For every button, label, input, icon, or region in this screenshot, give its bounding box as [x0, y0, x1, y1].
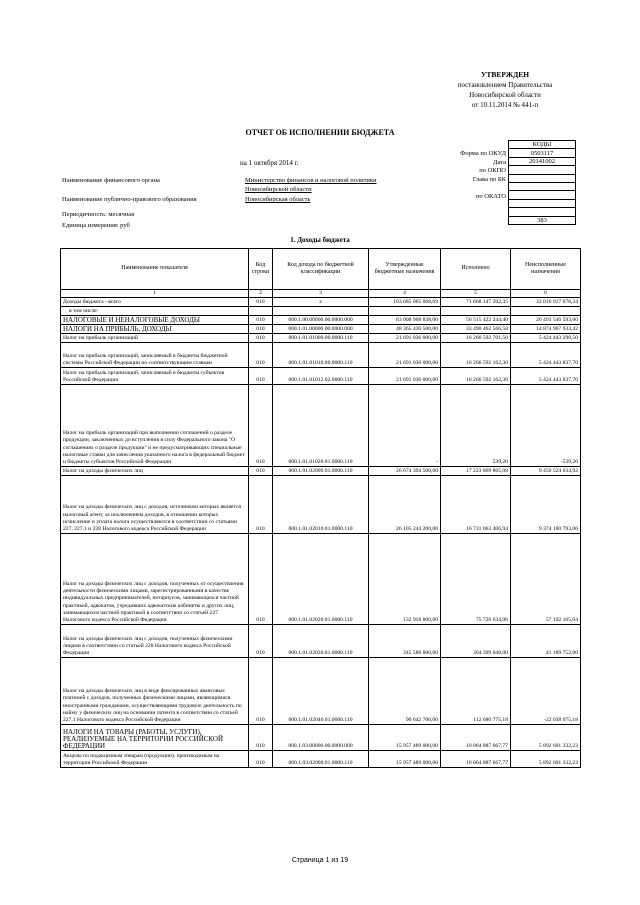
table-cell-plan: 26 105 244 200,00	[369, 476, 441, 534]
table-header-row	[61, 249, 581, 290]
table-cell-done: 16 731 063 406,94	[441, 476, 511, 534]
table-cell-done: 71 668 147 392,35	[441, 298, 511, 307]
approval-block	[430, 70, 580, 110]
table-cell-done: 16 266 592 701,50	[441, 334, 511, 343]
column-number: 3	[273, 290, 369, 298]
table-cell-name: Доходы бюджета - всего	[61, 298, 249, 307]
table-cell-rest: -539,20	[511, 385, 581, 467]
empty-code-cell	[509, 208, 576, 216]
okpo-label: по ОКПО	[479, 167, 506, 174]
page-footer: Страница 1 из 19	[291, 857, 349, 864]
column-number: 6	[511, 290, 581, 298]
table-cell-rest: 26 493 546 593,60	[511, 316, 581, 325]
okato-label: по ОКАТО	[475, 193, 506, 200]
table-cell-code: 010	[249, 316, 273, 325]
table-cell-kbk: 000.1.03.02000.01.0000.110	[273, 751, 369, 768]
table-row	[61, 343, 581, 368]
table-row	[61, 534, 581, 625]
table-row	[61, 298, 581, 307]
unit-of-measure: Единица измерения: руб	[62, 222, 130, 229]
table-cell-done: 33 490 462 566,58	[441, 325, 511, 334]
table-cell-kbk: 000.1.01.01010.00.0000.110	[273, 343, 369, 368]
okud-code: 0503117	[509, 149, 576, 157]
table-cell-kbk: x	[273, 298, 369, 307]
column-number: 5	[441, 290, 511, 298]
table-cell-rest	[511, 307, 581, 316]
table-cell-plan: 15 957 489 000,00	[369, 725, 441, 751]
table-cell-plan: -	[369, 385, 441, 467]
table-cell-kbk	[273, 307, 369, 316]
unit-code: 383	[509, 216, 576, 224]
table-cell-rest: 5 892 601 332,23	[511, 725, 581, 751]
table-cell-plan: 103 685 065 068,69	[369, 298, 441, 307]
table-cell-done: 539,20	[441, 385, 511, 467]
table-row	[61, 316, 581, 325]
approval-line-2: Новосибирской области	[469, 91, 541, 99]
table-cell-rest: 32 016 917 676,34	[511, 298, 581, 307]
pplo-label: Наименование публично-правового образования	[62, 196, 197, 203]
table-cell-code: 010	[249, 625, 273, 658]
table-cell-plan: 83 008 968 838,00	[369, 316, 441, 325]
table-cell-done	[441, 307, 511, 316]
table-cell-done: 112 680 775,18	[441, 658, 511, 725]
table-cell-name: Налог на прибыль организаций	[61, 334, 249, 343]
date-label: Дата	[493, 159, 506, 166]
table-row	[61, 385, 581, 467]
section-title: 1. Доходы бюджета	[290, 236, 350, 244]
date-code: 20141002	[509, 157, 576, 165]
table-cell-rest: -22 038 075,18	[511, 658, 581, 725]
okato-code	[509, 191, 576, 199]
income-table	[60, 248, 581, 768]
finorg-label: Наименование финансового органа	[62, 177, 160, 184]
finorg-value-line1: Министерство финансов и налоговой политики	[245, 177, 377, 184]
glava-code	[509, 174, 576, 182]
column-header: Утвержденные бюджетные назначения	[369, 249, 441, 290]
table-cell-name: НАЛОГОВЫЕ И НЕНАЛОГОВЫЕ ДОХОДЫ	[61, 316, 249, 325]
column-number-row	[61, 290, 581, 298]
table-cell-name: Налог на прибыль организаций при выполнении соглашений о разделе продукции, заключенных до вступления в силу Федерального закона "О соглашениях о разделе продукции" и не предусматривающих специальные налоговые ставки для зачисления указанного налога в федеральный бюджет и бюджеты субъектов Российской Федерации	[61, 385, 249, 467]
table-cell-kbk: 000.1.01.01000.00.0000.110	[273, 334, 369, 343]
table-cell-name: Налог на доходы физических лиц	[61, 467, 249, 476]
table-cell-name: Налог на доходы физических лиц с доходов, полученных от осуществления деятельности физическими лицами, зарегистрированными в качестве индивидуальных предпринимателей, нотариусов, занимающихся частной практикой, адвокатов, учредивших адвокатские кабинеты и других лиц, занимающихся частной практикой в соответствии со статьей 227 Налогового кодекса Российской Федерации	[61, 534, 249, 625]
table-cell-code: 010	[249, 325, 273, 334]
column-header: Код дохода по бюджетной классификации	[273, 249, 369, 290]
table-row	[61, 307, 581, 316]
column-number: 1	[61, 290, 249, 298]
table-cell-rest: 5 424 443 837,70	[511, 343, 581, 368]
table-row	[61, 725, 581, 751]
table-cell-code: 010	[249, 658, 273, 725]
table-cell-code: 010	[249, 467, 273, 476]
approval-heading: УТВЕРЖДЕН	[480, 70, 530, 79]
table-cell-kbk: 000.1.01.01012.02.0000.110	[273, 368, 369, 385]
table-cell-done: 17 223 869 865,08	[441, 467, 511, 476]
table-cell-done: 304 399 048,00	[441, 625, 511, 658]
table-cell-plan: 21 691 036 000,00	[369, 343, 441, 368]
table-cell-code	[249, 307, 273, 316]
table-row	[61, 467, 581, 476]
table-cell-code: 010	[249, 534, 273, 625]
table-cell-kbk: 000.1.00.00000.00.0000.000	[273, 316, 369, 325]
table-cell-plan	[369, 307, 441, 316]
table-cell-plan: 90 642 700,00	[369, 658, 441, 725]
table-cell-name: НАЛОГИ НА ПРИБЫЛЬ, ДОХОДЫ	[61, 325, 249, 334]
table-cell-kbk: 000.1.01.02030.01.0000.110	[273, 625, 369, 658]
table-cell-code: 010	[249, 476, 273, 534]
okpo-code	[509, 166, 576, 174]
table-cell-name: Налог на доходы физических лиц с доходов, источником которых является налоговый агент, за исключением доходов, в отношении которых исчисление и уплата налога осуществляются в соответствии со статьями 227, 227.1 и 228 Налогового кодекса Российской Федерации	[61, 476, 249, 534]
table-cell-name: в том числе:	[61, 307, 249, 316]
column-number: 4	[369, 290, 441, 298]
table-cell-plan: 15 957 489 000,00	[369, 751, 441, 768]
table-cell-code: 010	[249, 725, 273, 751]
table-cell-code: 010	[249, 298, 273, 307]
table-row	[61, 751, 581, 768]
table-row	[61, 325, 581, 334]
table-cell-plan: 132 918 800,00	[369, 534, 441, 625]
column-header: Исполнено	[441, 249, 511, 290]
column-header: Неисполненные назначения	[511, 249, 581, 290]
table-cell-rest: 41 189 752,00	[511, 625, 581, 658]
table-cell-plan: 345 588 800,00	[369, 625, 441, 658]
table-cell-done: 56 515 422 244,40	[441, 316, 511, 325]
table-cell-kbk: 000.1.01.02040.01.0000.110	[273, 658, 369, 725]
table-row	[61, 334, 581, 343]
report-date: на 1 октября 2014 г.	[240, 159, 299, 167]
column-header: Наименование показателя	[61, 249, 249, 290]
table-cell-name: Налог на доходы физических лиц с доходов, полученных физическими лицами в соответствии со статьей 228 Налогового кодекса Российской Федерации	[61, 625, 249, 658]
table-cell-name: Налог на прибыль организаций, зачисляемый в бюджеты субъектов Российской Федерации	[61, 368, 249, 385]
table-cell-rest: 14 874 967 933,42	[511, 325, 581, 334]
table-cell-rest: 57 192 165,04	[511, 534, 581, 625]
table-cell-kbk: 000.1.01.02010.01.0000.110	[273, 476, 369, 534]
table-cell-rest: 5 424 443 298,50	[511, 334, 581, 343]
report-title: ОТЧЕТ ОБ ИСПОЛНЕНИИ БЮДЖЕТА	[245, 128, 395, 137]
empty-code-cell	[509, 182, 576, 190]
table-cell-rest: 5 892 601 332,23	[511, 751, 581, 768]
column-header: Код строки	[249, 249, 273, 290]
codes-table	[508, 140, 576, 225]
table-cell-code: 010	[249, 334, 273, 343]
table-cell-code: 010	[249, 385, 273, 467]
table-cell-kbk: 000.1.01.00000.00.0000.000	[273, 325, 369, 334]
table-cell-done: 16 266 592 162,30	[441, 343, 511, 368]
table-cell-rest: 9 450 524 634,92	[511, 467, 581, 476]
table-cell-rest: 9 374 180 793,06	[511, 476, 581, 534]
table-row	[61, 476, 581, 534]
table-cell-name: Акцизы по подакцизным товарам (продукции), производимым на территории Российской Федерации	[61, 751, 249, 768]
approval-line-1: постановлением Правительства	[457, 81, 553, 89]
table-cell-kbk: 000.1.03.00000.00.0000.000	[273, 725, 369, 751]
approval-line-3: от 10.11.2014 № 441-п	[471, 101, 539, 109]
periodicity: Периодичность: месячная	[62, 211, 135, 218]
column-number: 2	[249, 290, 273, 298]
table-cell-code: 010	[249, 751, 273, 768]
table-cell-plan: 21 691 036 000,00	[369, 368, 441, 385]
table-row	[61, 368, 581, 385]
table-cell-done: 75 726 634,96	[441, 534, 511, 625]
pplo-value: Новосибирская область	[245, 196, 311, 203]
table-cell-rest: 5 424 443 837,70	[511, 368, 581, 385]
table-cell-done: 16 266 592 162,30	[441, 368, 511, 385]
table-cell-name: Налог на доходы физических лиц в виде фиксированных авансовых платежей с доходов, полученных физическими лицами, являющимися иностранными гражданами, осуществляющими трудовую деятельность по найму у физических лиц на основании патента в соответствии со статьей 227.1 Налогового кодекса Российской Федерации	[61, 658, 249, 725]
glava-label: Глава по БК	[472, 176, 506, 183]
table-cell-plan: 26 674 394 500,00	[369, 467, 441, 476]
table-cell-name: НАЛОГИ НА ТОВАРЫ (РАБОТЫ, УСЛУГИ), РЕАЛИЗУЕМЫЕ НА ТЕРРИТОРИИ РОССИЙСКОЙ ФЕДЕРАЦИИ	[61, 725, 249, 751]
table-cell-kbk: 000.1.01.02020.01.0000.110	[273, 534, 369, 625]
table-cell-kbk: 000.1.01.02000.01.0000.110	[273, 467, 369, 476]
table-row	[61, 658, 581, 725]
empty-code-cell	[509, 199, 576, 207]
codes-header: КОДЫ	[509, 141, 576, 149]
table-cell-plan: 21 691 036 000,00	[369, 334, 441, 343]
table-cell-plan: 48 365 430 500,00	[369, 325, 441, 334]
okud-label: Форма по ОКУД	[460, 150, 506, 157]
table-cell-code: 010	[249, 368, 273, 385]
table-cell-kbk: 000.1.01.01020.01.0000.110	[273, 385, 369, 467]
table-row	[61, 625, 581, 658]
table-cell-code: 010	[249, 343, 273, 368]
table-cell-name: Налог на прибыль организаций, зачисляемый в бюджеты бюджетной системы Российской Федерации по соответствующим ставкам	[61, 343, 249, 368]
table-cell-done: 10 064 887 667,77	[441, 751, 511, 768]
table-cell-done: 10 064 887 667,77	[441, 725, 511, 751]
finorg-value-line2: Новосибирской области	[245, 186, 312, 193]
